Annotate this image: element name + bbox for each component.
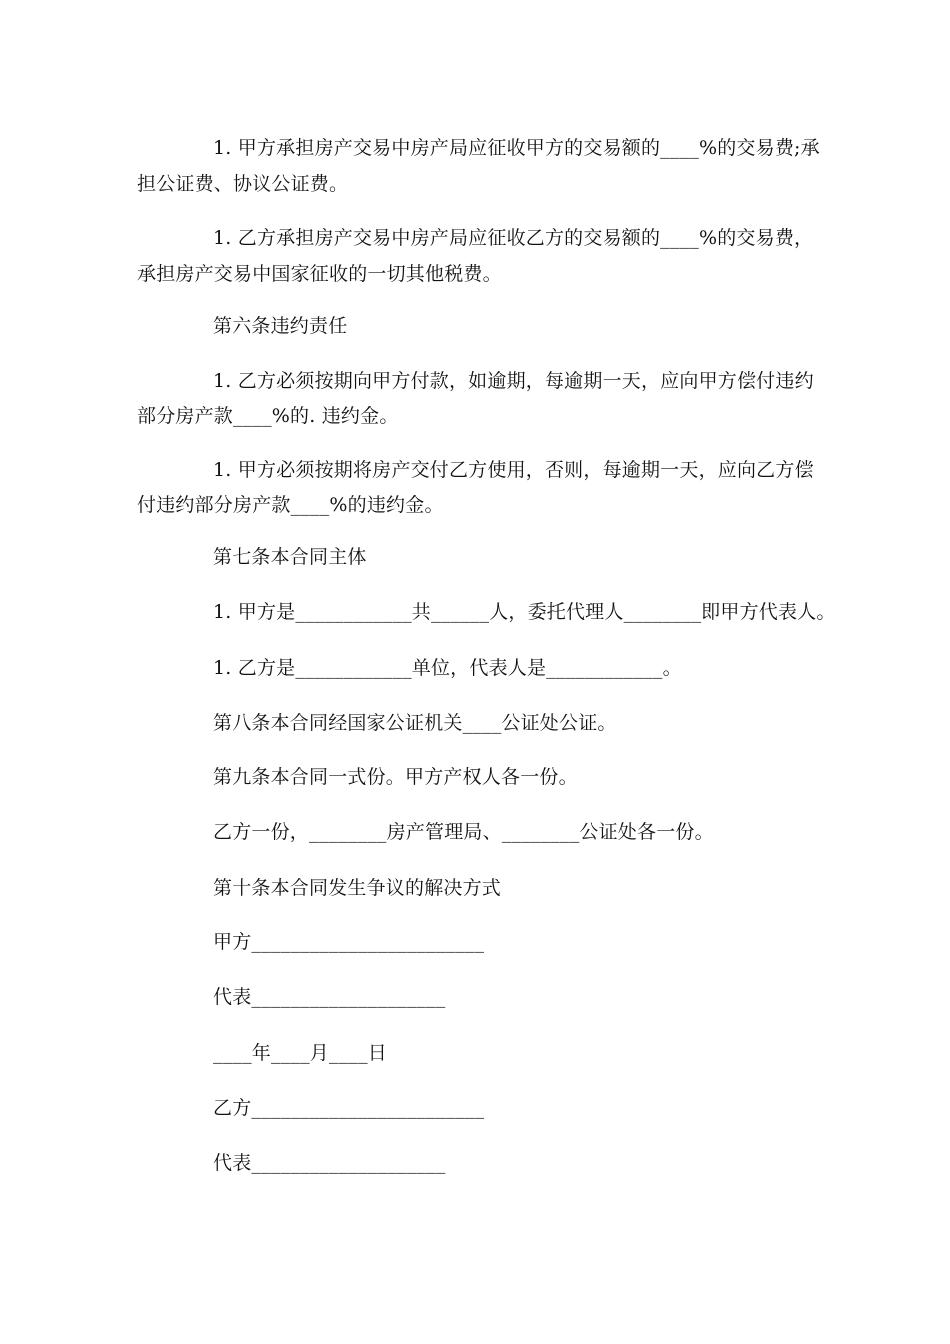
date-line: ____年____月____日: [213, 1042, 388, 1064]
clause-6-heading: 第六条违约责任: [213, 315, 348, 337]
clause-7-item-2: 1. 乙方是____________单位，代表人是____________。: [213, 657, 682, 679]
clause-7-heading: 第七条本合同主体: [213, 546, 367, 568]
clause-5-item-2-line-1: 1. 乙方承担房产交易中房产局应征收乙方的交易额的____%的交易费，: [213, 227, 814, 249]
clause-10-heading: 第十条本合同发生争议的解决方式: [213, 877, 502, 899]
clause-7-item-1: 1. 甲方是____________共______人，委托代理人________即甲方代表人。: [213, 601, 836, 623]
party-b-representative-line: 代表____________________: [213, 1152, 446, 1174]
clause-8: 第八条本合同经国家公证机关____公证处公证。: [213, 712, 617, 734]
clause-9-continued: 乙方一份，________房产管理局、________公证处各一份。: [213, 821, 714, 843]
clause-6-item-2-line-2: 付违约部分房产款____%的违约金。: [137, 494, 444, 516]
party-a-representative-line: 代表____________________: [213, 986, 446, 1008]
clause-5-item-1-line-1: 1. 甲方承担房产交易中房产局应征收甲方的交易额的____%的交易费;承: [213, 137, 820, 159]
clause-6-item-2-line-1: 1. 甲方必须按期将房产交付乙方使用，否则，每逾期一天，应向乙方偿: [213, 459, 814, 481]
clause-6-item-1-line-1: 1. 乙方必须按期向甲方付款，如逾期，每逾期一天，应向甲方偿付违约: [213, 370, 814, 392]
clause-6-item-1-line-2: 部分房产款____%的. 违约金。: [137, 405, 399, 427]
party-b-signature-line: 乙方________________________: [213, 1097, 485, 1119]
clause-5-item-1-line-2: 担公证费、协议公证费。: [137, 173, 349, 195]
party-a-signature-line: 甲方________________________: [213, 931, 485, 953]
clause-5-item-2-line-2: 承担房产交易中国家征收的一切其他税费。: [137, 263, 502, 285]
clause-9: 第九条本合同一式份。甲方产权人各一份。: [213, 766, 578, 788]
